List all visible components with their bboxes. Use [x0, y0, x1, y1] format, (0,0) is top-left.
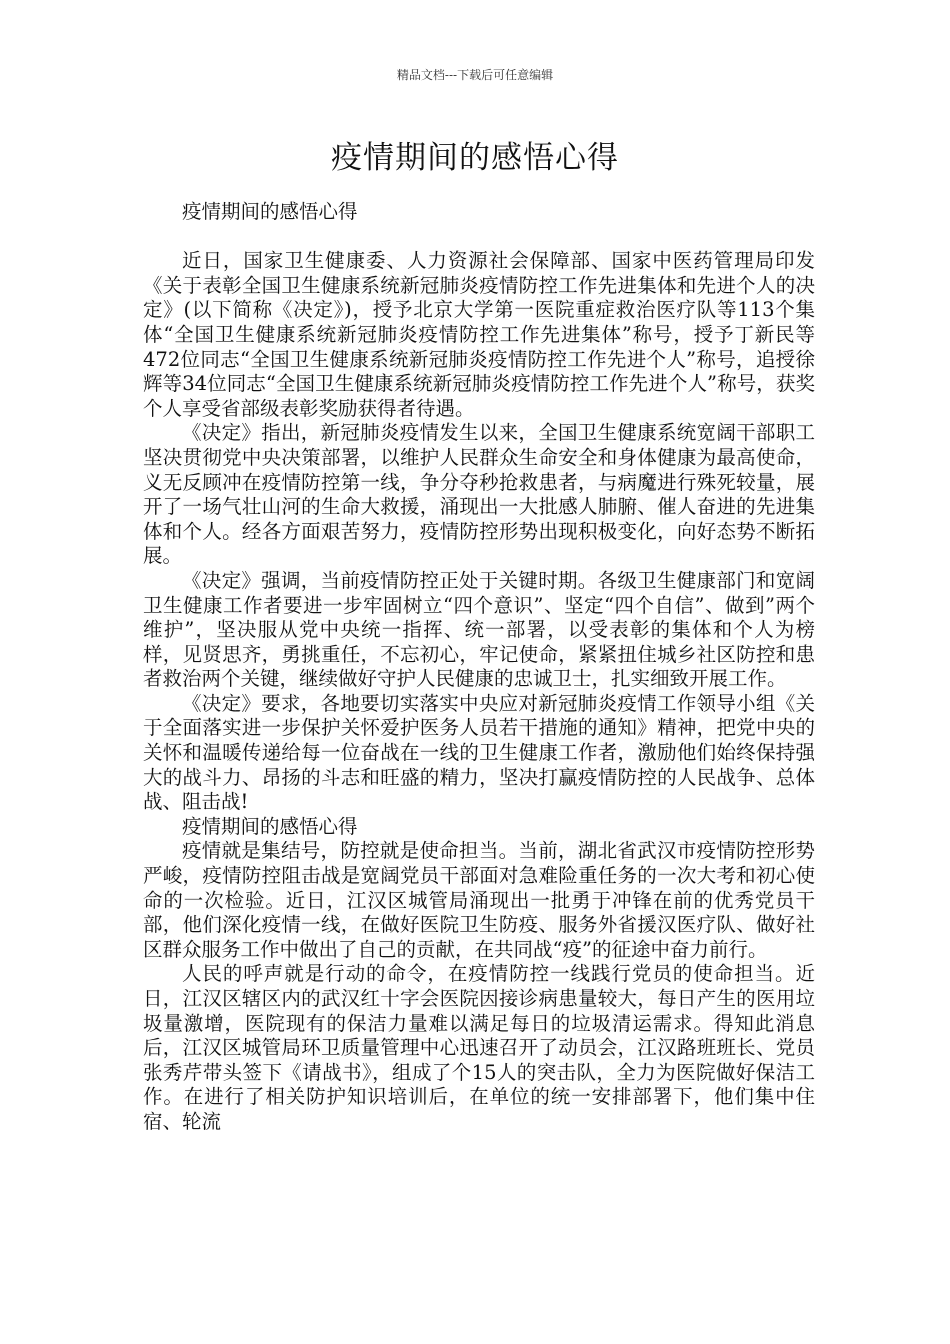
subtitle-paragraph: 疫情期间的感悟心得 [182, 200, 358, 223]
body-paragraph: 《决定》强调，当前疫情防控正处于关键时期。各级卫生健康部门和宽阔卫生健康工作者要进一步牢固树立“四个意识”、坚定“四个自信”、做到”两个维护”，坚决服从党中央统一指挥、统一部署，以受表彰的集体和个人为榜样，见贤思齐，勇挑重任，不忘初心，牢记使命，紧紧扭住城乡社区防控和患者救治两个关键，继续做好守护人民健康的忠诚卫士，扎实细致开展工作。 [143, 568, 815, 691]
body-paragraph: 人民的呼声就是行动的命令，在疫情防控一线践行党员的使命担当。近日，江汉区辖区内的武汉红十字会医院因接诊病患量较大，每日产生的医用垃圾量激增，医院现有的保洁力量难以满足每日的垃圾清运需求。得知此消息后，江汉区城管局环卫质量管理中心迅速召开了动员会，江汉路班班长、党员张秀芹带头签下《请战书》，组成了个15人的突击队，全力为医院做好保洁工作。在进行了相关防护知识培训后，在单位的统一安排部署下，他们集中住宿、轮流 [143, 962, 815, 1133]
document-title: 疫情期间的感悟心得 [331, 140, 619, 176]
page-header-note: 精品文档---下载后可任意编辑 [396, 68, 554, 82]
body-paragraph: 《决定》要求，各地要切实落实中央应对新冠肺炎疫情工作领导小组《关于全面落实进一步保护关怀爱护医务人员若干措施的通知》精神，把党中央的关怀和温暖传递给每一位奋战在一线的卫生健康工作者，激励他们始终保持强大的战斗力、昂扬的斗志和旺盛的精力，坚决打赢疫情防控的人民战争、总体战、阻击战! [143, 691, 815, 814]
section-heading-paragraph: 疫情期间的感悟心得 [182, 814, 358, 838]
body-paragraph: 近日，国家卫生健康委、人力资源社会保障部、国家中医药管理局印发《关于表彰全国卫生健康系统新冠肺炎疫情防控工作先进集体和先进个人的决定》(以下简称《决定》)，授予北京大学第一医院重症救治医疗队等113个集体“全国卫生健康系统新冠肺炎疫情防控工作先进集体”称号，授予丁新民等472位同志“全国卫生健康系统新冠肺炎疫情防控工作先进个人”称号，追授徐辉等34位同志“全国卫生健康系统新冠肺炎疫情防控工作先进个人”称号，获奖个人享受省部级表彰奖励获得者待遇。 [143, 249, 815, 420]
document-body [143, 200, 815, 1135]
body-paragraph: 疫情就是集结号，防控就是使命担当。当前，湖北省武汉市疫情防控形势严峻，疫情防控阻击战是宽阔党员干部面对急难险重任务的一次大考和初心使命的一次检验。近日，江汉区城管局涌现出一批勇于冲锋在前的优秀党员干部，他们深化疫情一线，在做好医院卫生防疫、服务外省援汉医疗队、做好社区群众服务工作中做出了自己的贡献，在共同战“疫”的征途中奋力前行。 [143, 839, 815, 961]
body-paragraph: 《决定》指出，新冠肺炎疫情发生以来，全国卫生健康系统宽阔干部职工坚决贯彻党中央决策部署，以维护人民群众生命安全和身体健康为最高使命，义无反顾冲在疫情防控第一线，争分夺秒抢救患者，与病魔进行殊死较量，展开了一场气壮山河的生命大救援，涌现出一大批感人肺腑、催人奋进的先进集体和个人。经各方面艰苦努力，疫情防控形势出现积极变化，向好态势不断拓展。 [143, 421, 815, 568]
